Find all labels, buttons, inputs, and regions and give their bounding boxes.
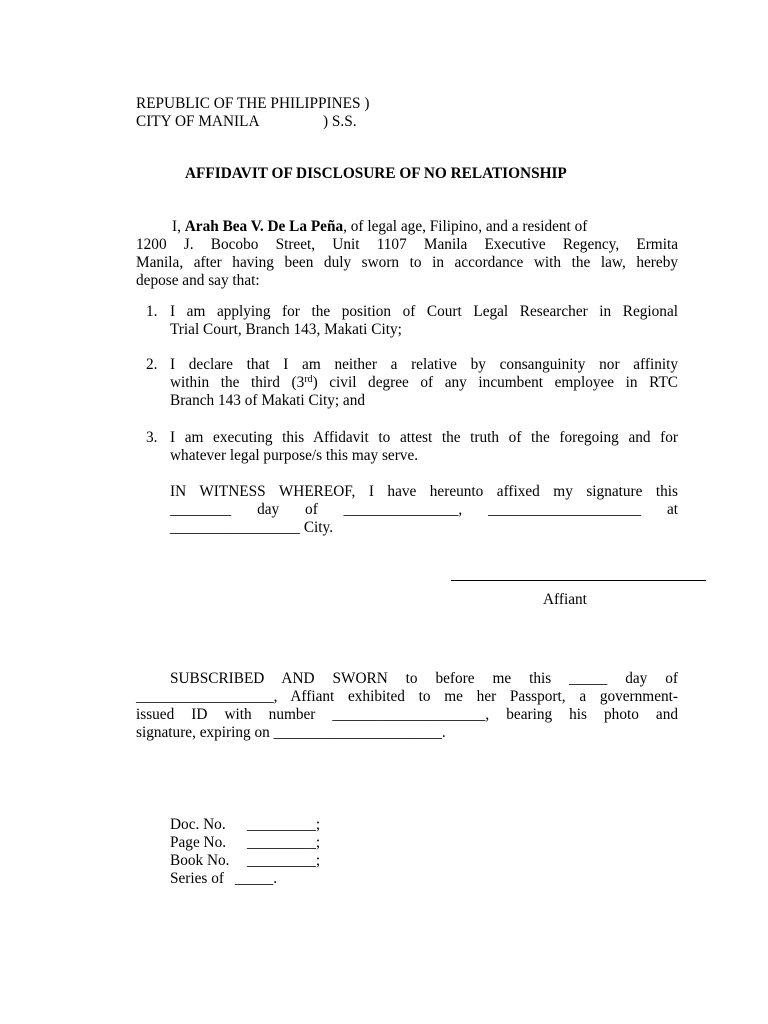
witness-line-2: ________ day of _______________, ____________________ at bbox=[170, 501, 678, 518]
intro-prefix: I, bbox=[172, 218, 185, 235]
intro-line-2: 1200 J. Bocobo Street, Unit 1107 Manila Executive Regency, Ermita bbox=[136, 236, 678, 253]
header-ss: ) S.S. bbox=[323, 113, 357, 130]
item-1-line-2: Trial Court, Branch 143, Makati City; bbox=[170, 321, 402, 338]
doc-no-label: Doc. No. bbox=[170, 816, 226, 833]
doc-no-blank: _________; bbox=[247, 816, 321, 833]
subscribed-line-2: __________________, Affiant exhibited to me her Passport, a government- bbox=[136, 688, 678, 705]
item-2-line-2-post: ) civil degree of any incumbent employee in RTC bbox=[312, 374, 678, 391]
series-blank: _____. bbox=[235, 870, 278, 887]
subscribed-line-1: SUBSCRIBED AND SWORN to before me this _____ day of bbox=[170, 670, 678, 687]
item-2-line-2-pre: within the third (3 bbox=[170, 374, 305, 391]
intro-line-1-rest: , of legal age, Filipino, and a resident of bbox=[343, 218, 588, 235]
page-no-label: Page No. bbox=[170, 834, 227, 851]
item-2-line-2 bbox=[170, 374, 678, 392]
subscribed-line-4: signature, expiring on ______________________. bbox=[136, 724, 446, 741]
series-label: Series of bbox=[170, 870, 224, 887]
item-3-line-2: whatever legal purpose/s this may serve. bbox=[170, 447, 419, 464]
intro-line-4: depose and say that: bbox=[136, 272, 260, 289]
header-city: CITY OF MANILA bbox=[136, 113, 260, 130]
witness-line-1: IN WITNESS WHEREOF, I have hereunto affixed my signature this bbox=[170, 483, 678, 500]
item-2-line-3: Branch 143 of Makati City; and bbox=[170, 392, 365, 409]
item-2-superscript: rd bbox=[304, 374, 313, 385]
item-1-number: 1. bbox=[146, 303, 158, 320]
item-3-line-1: I am executing this Affidavit to attest the truth of the foregoing and for bbox=[170, 429, 678, 446]
document-title: AFFIDAVIT OF DISCLOSURE OF NO RELATIONSHIP bbox=[185, 165, 567, 182]
item-1-line-1: I am applying for the position of Court Legal Researcher in Regional bbox=[170, 303, 678, 320]
subscribed-line-3: issued ID with number ____________________, bearing his photo and bbox=[136, 706, 678, 723]
book-no-label: Book No. bbox=[170, 852, 230, 869]
header-republic: REPUBLIC OF THE PHILIPPINES ) bbox=[136, 95, 370, 112]
affiant-signature-line bbox=[451, 580, 706, 581]
item-2-line-1: I declare that I am neither a relative by consanguinity nor affinity bbox=[170, 356, 678, 373]
item-3-number: 3. bbox=[146, 429, 158, 446]
affiant-name: Arah Bea V. De La Peña bbox=[184, 218, 344, 235]
item-2-number: 2. bbox=[146, 356, 158, 373]
witness-line-3: _________________ City. bbox=[170, 519, 334, 536]
affiant-label: Affiant bbox=[543, 591, 587, 608]
book-no-blank: _________; bbox=[247, 852, 321, 869]
intro-line-1 bbox=[172, 218, 587, 236]
intro-line-3: Manila, after having been duly sworn to in accordance with the law, hereby bbox=[136, 254, 678, 271]
page-no-blank: _________; bbox=[247, 834, 321, 851]
